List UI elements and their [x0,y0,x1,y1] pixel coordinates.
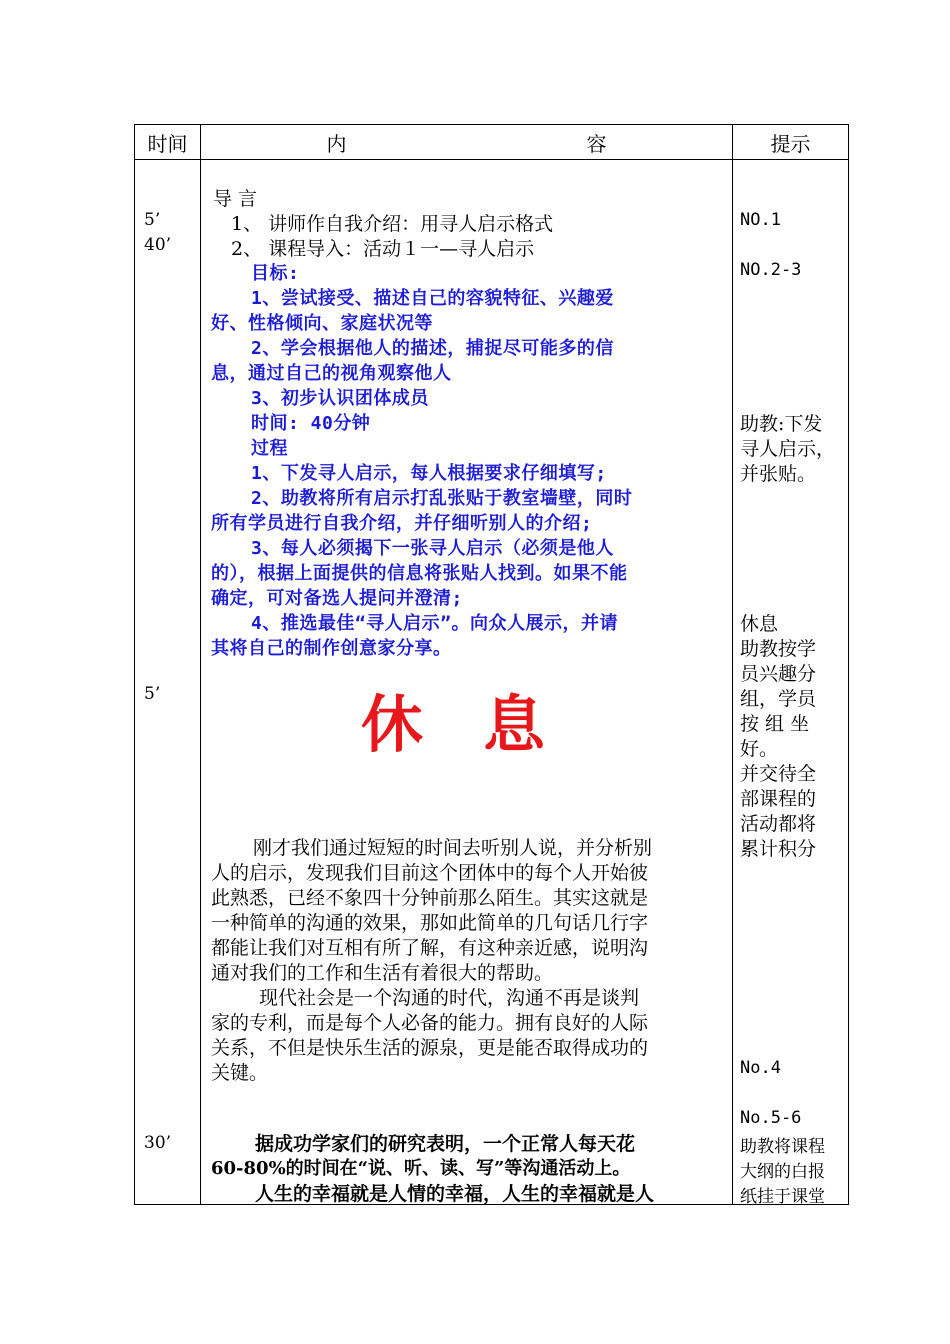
hint-text: 助教按学 [740,638,817,660]
paragraph-line: 家的专利，而是每个人必备的能力。拥有良好的人际 [211,1012,649,1034]
paragraph-line: 关键。 [211,1062,269,1084]
hint-text: 按 组 坐 [740,713,810,735]
hint-text: 并交待全 [740,763,817,785]
time-entry: 40’ [144,235,172,255]
paragraph-line: 据成功学家们的研究表明，一个正常人每天花 [255,1133,636,1155]
process-step: 所有学员进行自我介绍，并仔细听别人的介绍; [211,513,593,534]
process-step: 的），根据上面提供的信息将张贴人找到。如果不能 [211,563,628,584]
hint-cell [733,160,849,1205]
intro-title: 导 言 [213,188,258,210]
content-cell [201,160,733,1205]
time-entry: 30’ [144,1133,172,1153]
header-content-right: 容 [586,131,607,156]
process-step: 4、推选最佳“寻人启示”。向众人展示，并请 [251,613,619,634]
table-body-row [135,160,849,1205]
paragraph-line: 一种简单的沟通的效果，那如此简单的几句话几行字 [211,912,649,934]
table-header-row [135,125,849,160]
process-step: 2、助教将所有启示打乱张贴于教室墙壁，同时 [251,488,633,509]
lesson-plan-table [134,124,849,1205]
hint-text: 组，学员 [740,688,817,710]
paragraph-line: 通对我们的工作和生活有着很大的帮助。 [211,962,554,984]
header-time: 时间 [135,125,201,160]
time-label: 时间: 40分钟 [251,413,371,434]
goal-text: 息，通过自己的视角观察他人 [211,363,452,384]
hint-text: 员兴趣分 [740,663,817,685]
paragraph-line: 现代社会是一个沟通的时代，沟通不再是谈判 [259,987,640,1009]
hint-text: 助教:下发 [740,413,823,435]
paragraph-line: 关系，不但是快乐生活的源泉，更是能否取得成功的 [211,1037,649,1059]
hint-text: 纸挂于课堂 [740,1187,825,1207]
header-content-left: 内 [326,131,347,156]
hint-text: 活动都将 [740,813,817,835]
hint-slide-ref: NO.1 [740,210,781,230]
process-step: 1、下发寻人启示，每人根据要求仔细填写; [251,463,607,484]
paragraph-line: 人的启示，发现我们目前这个团体中的每个人开始彼 [211,862,649,884]
time-entry: 5’ [144,684,161,704]
list-item: 1、 讲师作自我介绍：用寻人启示格式 [231,213,554,235]
hint-text: 部课程的 [740,788,817,810]
hint-text: 大纲的白报 [740,1162,825,1182]
rest-heading: 休息 [361,688,606,761]
process-label: 过程 [251,438,288,459]
goal-text: 1、尝试接受、描述自己的容貌特征、兴趣爱 [251,288,614,309]
paragraph-line: 60-80%的时间在“说、听、读、写”等沟通活动上。 [211,1158,631,1179]
hint-slide-ref: No.4 [740,1058,781,1078]
header-hint: 提示 [733,125,849,160]
goal-label: 目标: [251,263,300,284]
paragraph-line: 刚才我们通过短短的时间去听别人说，并分析别 [253,837,653,859]
process-step: 其将自己的制作创意家分享。 [211,638,452,659]
hint-slide-ref: No.5-6 [740,1108,802,1128]
hint-text: 休息 [740,613,779,635]
hint-text: 好。 [740,738,779,760]
goal-text: 3、初步认识团体成员 [251,388,429,409]
hint-slide-ref: NO.2-3 [740,260,802,280]
process-step: 确定，可对备选人提问并澄清; [211,588,463,609]
header-content [201,125,733,160]
paragraph-line: 人生的幸福就是人情的幸福，人生的幸福就是人 [255,1183,655,1205]
time-cell [135,160,201,1205]
goal-text: 好、性格倾向、家庭状况等 [211,313,433,334]
process-step: 3、每人必须揭下一张寻人启示（必须是他人 [251,538,614,559]
goal-text: 2、学会根据他人的描述，捕捉尽可能多的信 [251,338,614,359]
time-entry: 5’ [144,210,161,230]
hint-text: 助教将课程 [740,1137,825,1157]
hint-text: 寻人启示， [740,438,836,460]
paragraph-line: 此熟悉，已经不象四十分钟前那么陌生。其实这就是 [211,887,649,909]
list-item: 2、 课程导入：活动１一—寻人启示 [231,238,535,260]
paragraph-line: 都能让我们对互相有所了解，有这种亲近感，说明沟 [211,937,649,959]
hint-text: 并张贴。 [740,463,817,485]
hint-text: 累计积分 [740,838,817,860]
